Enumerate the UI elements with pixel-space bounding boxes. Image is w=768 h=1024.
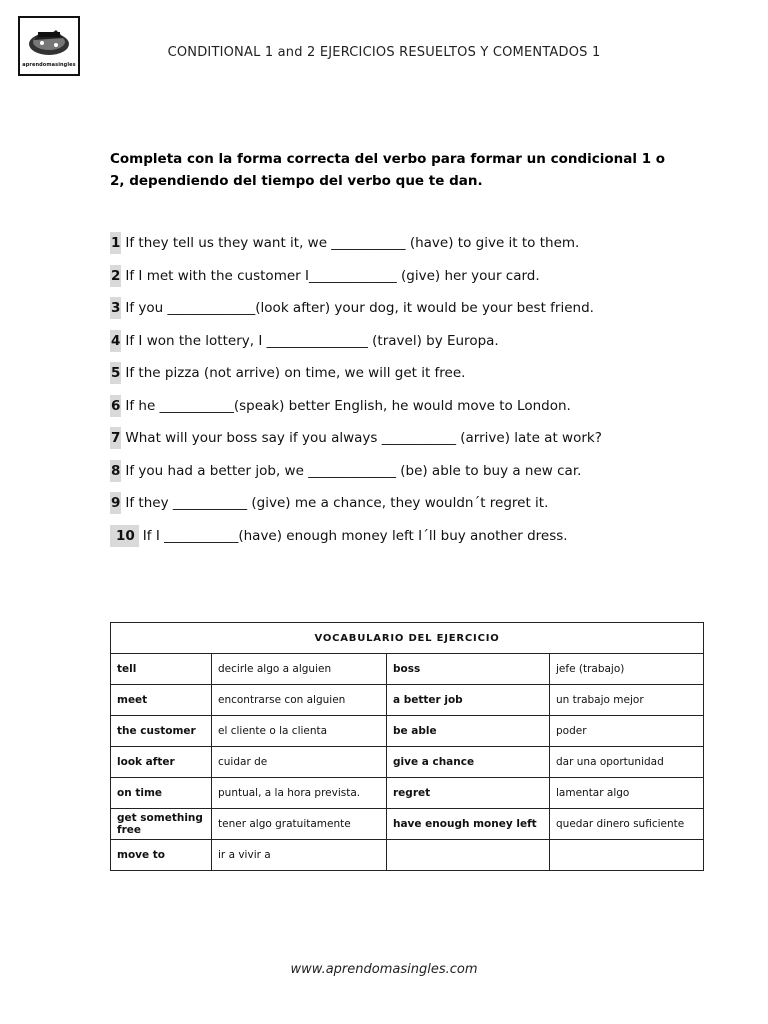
vocab-translation (550, 840, 704, 871)
table-row (111, 654, 704, 685)
vocab-term: get something free (111, 809, 212, 840)
vocab-translation: poder (550, 716, 704, 747)
exercise-item (110, 362, 710, 395)
table-row (111, 809, 704, 840)
vocab-translation: el cliente o la clienta (212, 716, 387, 747)
logo-text: aprendomasingles (22, 62, 76, 68)
vocab-term: on time (111, 778, 212, 809)
vocab-term: move to (111, 840, 212, 871)
table-row (111, 778, 704, 809)
exercise-text: What will your boss say if you always ___________ (arrive) late at work? (125, 430, 602, 446)
exercise-text: If you had a better job, we _____________ (be) able to buy a new car. (125, 462, 582, 479)
vocab-translation: jefe (trabajo) (550, 654, 704, 685)
vocab-term: a better job (387, 685, 550, 716)
table-row (111, 716, 704, 747)
exercise-list (110, 232, 710, 557)
vocabulary-header-row (111, 623, 704, 654)
exercise-text: If I won the lottery, I _______________ (travel) by Europa. (125, 332, 499, 349)
table-row (111, 685, 704, 716)
vocab-term: look after (111, 747, 212, 778)
vocab-term: have enough money left (387, 809, 550, 840)
footer-url[interactable]: www.aprendomasingles.com (290, 962, 478, 977)
vocab-translation: puntual, a la hora prevista. (212, 778, 387, 809)
vocab-term: give a chance (387, 747, 550, 778)
exercise-item (110, 330, 710, 363)
exercise-item (110, 265, 710, 298)
vocab-translation: encontrarse con alguien (212, 685, 387, 716)
exercise-item (110, 460, 710, 493)
vocab-term (387, 840, 550, 871)
exercise-number: 5 (110, 362, 121, 384)
vocabulary-table (110, 622, 704, 871)
exercise-item (110, 427, 710, 460)
exercise-text: If I met with the customer I_____________ (give) her your card. (125, 267, 540, 284)
vocab-term: the customer (111, 716, 212, 747)
vocab-term: boss (387, 654, 550, 685)
exercise-text: If they tell us they want it, we ___________ (have) to give it to them. (125, 235, 580, 251)
exercise-number: 1 (110, 232, 121, 254)
table-row (111, 747, 704, 778)
page-title: CONDITIONAL 1 and 2 EJERCICIOS RESUELTOS Y COMENTADOS 1 (167, 45, 601, 60)
exercise-text: If you _____________(look after) your dog, it would be your best friend. (125, 300, 594, 316)
exercise-number: 2 (110, 265, 121, 287)
vocab-translation: quedar dinero suficiente (550, 809, 704, 840)
vocab-translation: lamentar algo (550, 778, 704, 809)
exercise-number: 8 (110, 460, 121, 482)
exercise-item (110, 232, 710, 265)
exercise-number: 10 (110, 525, 139, 547)
exercise-number: 9 (110, 492, 121, 514)
instructions: Completa con la forma correcta del verbo para formar un condicional 1 o 2, dependiendo del tiempo del verbo que te dan. (110, 151, 666, 189)
exercise-text: If he ___________(speak) better English, he would move to London. (125, 397, 571, 414)
vocab-translation: decirle algo a alguien (212, 654, 387, 685)
vocab-translation: cuidar de (212, 747, 387, 778)
vocab-term: be able (387, 716, 550, 747)
vocab-term: meet (111, 685, 212, 716)
exercise-number: 7 (110, 427, 121, 449)
exercise-text: If the pizza (not arrive) on time, we will get it free. (125, 365, 466, 381)
exercise-number: 6 (110, 395, 121, 417)
vocab-translation: tener algo gratuitamente (212, 809, 387, 840)
vocab-translation: un trabajo mejor (550, 685, 704, 716)
vocab-term: regret (387, 778, 550, 809)
exercise-number: 3 (110, 297, 121, 319)
exercise-text: If they ___________ (give) me a chance, they wouldn´t regret it. (125, 495, 549, 511)
vocab-translation: ir a vivir a (212, 840, 387, 871)
exercise-item (110, 395, 710, 428)
exercise-item (110, 297, 710, 330)
exercise-text: If I ___________(have) enough money left I´ll buy another dress. (142, 527, 568, 544)
vocab-translation: dar una oportunidad (550, 747, 704, 778)
vocab-term: tell (111, 654, 212, 685)
vocabulary-title: VOCABULARIO DEL EJERCICIO (111, 623, 704, 654)
exercise-item (110, 492, 710, 525)
exercise-item (110, 525, 710, 558)
table-row (111, 840, 704, 871)
exercise-number: 4 (110, 330, 121, 352)
